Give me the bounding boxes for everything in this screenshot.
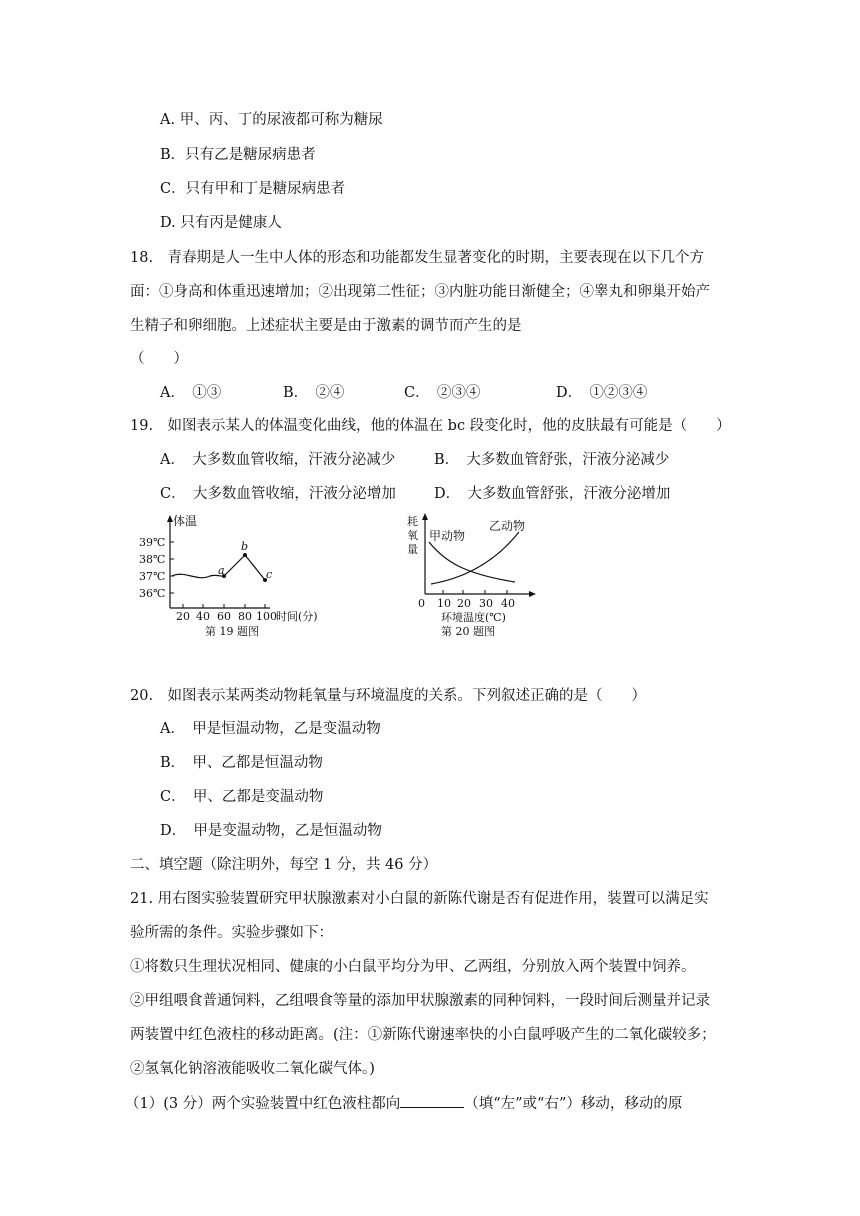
q21-sub1-blank[interactable] (400, 1093, 464, 1108)
q21-step2-line3: ②氢氧化钠溶液能吸收二氧化碳气体。) (130, 1061, 375, 1077)
q17-option-a: A. 甲、丙、丁的尿液都可称为糖尿 (160, 112, 383, 128)
q20-option-c: C． 甲、乙都是变温动物 (160, 789, 324, 805)
fig19-xtick-60: 60 (217, 610, 231, 623)
q18-option-d: D． ①②③④ (556, 385, 648, 401)
fig19-xtick-20: 20 (176, 610, 190, 623)
fig19-label-c: c (266, 568, 273, 581)
figure-20-oxygen-chart (405, 512, 545, 640)
fig19-label-a: a (218, 564, 225, 577)
fig20-xtick-10: 10 (437, 597, 451, 610)
fig20-x-label: 环境温度(℃) (441, 611, 506, 624)
q19-option-d: D． 大多数血管舒张，汗液分泌增加 (434, 486, 671, 502)
q18-stem-line3: 生精子和卵细胞。上述症状主要是由于激素的调节而产生的是 (130, 318, 522, 334)
fig20-xtick-20: 20 (457, 597, 471, 610)
q20-stem: 20. 如图表示某两类动物耗氧量与环境温度的关系。下列叙述正确的是（ ） (130, 688, 647, 704)
fig19-xtick-80: 80 (238, 610, 252, 623)
q21-sub1-suffix: （填“左”或“右”）移动，移动的原 (464, 1096, 683, 1112)
q18-option-a: A． ①③ (160, 385, 222, 401)
fig20-xtick-30: 30 (479, 597, 493, 610)
fig20-series-yi-label: 乙动物 (489, 519, 526, 533)
figure-19-temperature-chart (135, 512, 335, 640)
fig19-point-b (243, 553, 247, 557)
fig20-x-arrow (529, 591, 536, 597)
q19-option-c: C． 大多数血管收缩，汗液分泌增加 (160, 486, 396, 502)
q21-step2-line1: ②甲组喂食普通饲料，乙组喂食等量的添加甲状腺激素的同种饲料，一段时间后测量并记录 (130, 993, 710, 1009)
fig19-caption: 第 19 题图 (205, 625, 259, 638)
q20-option-a: A． 甲是恒温动物，乙是变温动物 (160, 721, 381, 737)
q21-stem-line1: 21. 用右图实验装置研究甲状腺激素对小白鼠的新陈代谢是否有促进作用，装置可以满足实 (130, 891, 709, 907)
q19-stem: 19. 如图表示某人的体温变化曲线，他的体温在 bc 段变化时，他的皮肤最有可能是（ ） (130, 418, 731, 434)
fig19-curve-peak (224, 555, 265, 580)
q21-sub1-line (125, 1093, 682, 1114)
fig19-ytick-37: 37℃ (139, 570, 166, 583)
q17-option-d: D. 只有丙是健康人 (160, 215, 282, 231)
fig19-curve-flat (172, 574, 224, 577)
fig19-ytick-39: 39℃ (139, 536, 166, 549)
fig19-x-label: 时间(分) (276, 610, 318, 623)
q19-option-a: A． 大多数血管收缩，汗液分泌减少 (160, 452, 396, 468)
section-2-heading: 二、填空题（除注明外，每空 1 分，共 46 分） (130, 857, 438, 873)
fig20-series-jia-label: 甲动物 (429, 529, 466, 543)
fig19-y-label: 体温 (173, 514, 198, 528)
q18-stem-line2: 面：①身高和体重迅速增加；②出现第二性征；③内脏功能日渐健全；④睾丸和卵巢开始产 (130, 284, 710, 300)
fig19-label-b: b (241, 540, 249, 553)
q21-stem-line2: 验所需的条件。实验步骤如下： (130, 925, 333, 941)
fig20-curve-jia (429, 542, 515, 582)
q18-stem-line1: 18. 青春期是人一生中人体的形态和功能都发生显著变化的时期，主要表现在以下几个方 (130, 250, 705, 266)
fig20-x-ticks (418, 590, 515, 610)
q20-option-b: B． 甲、乙都是恒温动物 (160, 755, 323, 771)
q21-sub1-prefix: （1）(3 分）两个实验装置中红色液柱都向 (125, 1096, 401, 1112)
fig20-y-label-2: 氧 (407, 529, 418, 542)
q17-option-c: C．只有甲和丁是糖尿病患者 (160, 181, 346, 197)
q21-step2-line2: 两装置中红色液柱的移动距离。(注：①新陈代谢速率快的小白鼠呼吸产生的二氧化碳较多； (130, 1027, 716, 1043)
q21-step1: ①将数只生理状况相同、健康的小白鼠平均分为甲、乙两组，分别放入两个装置中饲养。 (130, 959, 696, 975)
q18-option-c: C． ②③④ (404, 385, 481, 401)
fig19-y-ticks (139, 536, 174, 600)
q18-answer-paren: （ ） (130, 351, 188, 367)
q20-option-d: D． 甲是变温动物，乙是恒温动物 (160, 823, 382, 839)
fig19-ytick-36: 36℃ (139, 587, 166, 600)
fig20-y-arrow (422, 513, 428, 520)
fig19-xtick-100: 100 (256, 610, 277, 623)
q17-option-b: B．只有乙是糖尿病患者 (160, 147, 316, 163)
q18-option-b: B． ②④ (283, 385, 345, 401)
fig20-y-label-1: 耗 (407, 515, 418, 528)
fig19-xtick-40: 40 (196, 610, 210, 623)
q19-option-b: B． 大多数血管舒张，汗液分泌减少 (434, 452, 670, 468)
fig20-xtick-40: 40 (501, 597, 515, 610)
fig20-caption: 第 20 题图 (441, 625, 495, 638)
fig20-y-label-3: 量 (407, 543, 418, 556)
fig20-xtick-0: 0 (418, 597, 425, 610)
fig19-x-ticks (176, 604, 277, 623)
fig19-ytick-38: 38℃ (139, 553, 166, 566)
